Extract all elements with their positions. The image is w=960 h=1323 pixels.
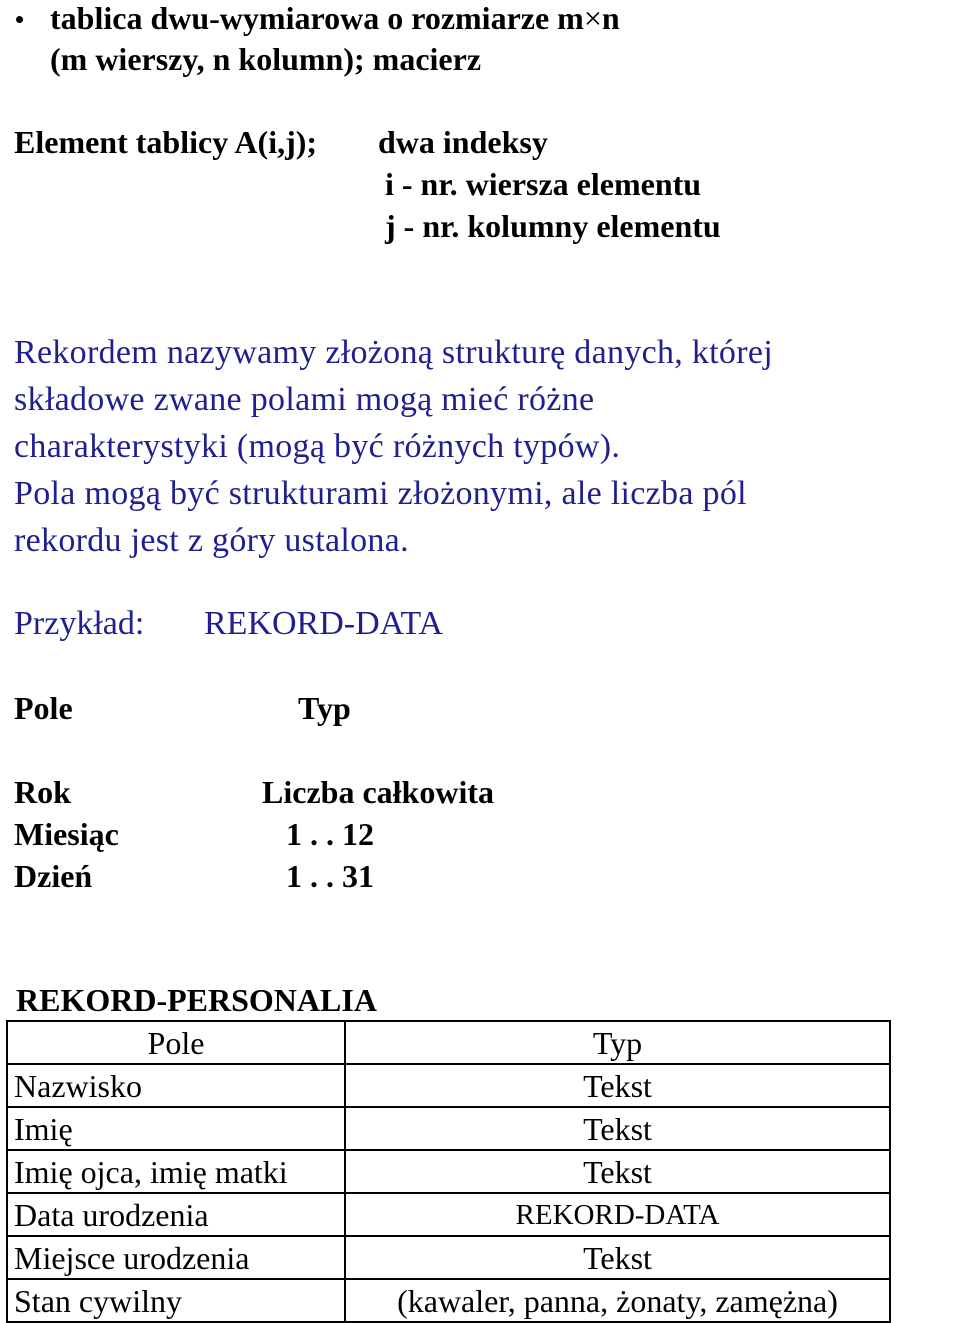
example-row-type: 1 . . 31 [286, 858, 374, 894]
element-line: Element tablicy A(i,j); [14, 124, 318, 160]
index-i-line: i - nr. wiersza elementu [385, 166, 702, 202]
bullet-line-1-text: tablica dwu-wymiarowa o rozmiarze m [50, 0, 584, 36]
personalia-title: REKORD-PERSONALIA [16, 982, 377, 1018]
element-right: dwa indeksy [378, 124, 548, 160]
table-cell-field: Imię ojca, imię matki [7, 1150, 345, 1193]
bullet-icon [16, 16, 23, 23]
record-def-line-1-rest: nazywamy złożoną strukturę danych, której [166, 334, 773, 371]
table-cell-type: REKORD-DATA [345, 1193, 890, 1236]
table-row [7, 1107, 890, 1150]
table-cell-type: Tekst [345, 1107, 890, 1150]
example-label: Przykład: [14, 605, 145, 642]
table-cell-field: Imię [7, 1107, 345, 1150]
table-cell-field: Stan cywilny [7, 1279, 345, 1322]
example-row-type: Liczba całkowita [262, 774, 494, 810]
example-row-field: Miesiąc [14, 816, 119, 852]
table-header-type: Typ [345, 1021, 890, 1064]
table-cell-type: Tekst [345, 1236, 890, 1279]
table-cell-type: Tekst [345, 1150, 890, 1193]
bullet-line-1 [50, 2, 620, 34]
table-header-field: Pole [7, 1021, 345, 1064]
personalia-table [6, 1020, 891, 1323]
record-def-line-1 [14, 336, 773, 370]
times-glyph: × [583, 0, 602, 36]
example-row-type: 1 . . 12 [286, 816, 374, 852]
record-def-line-4: Pola mogą być strukturami złożonymi, ale liczba pól [14, 475, 747, 512]
index-j-line: j - nr. kolumny elementu [385, 208, 721, 244]
table-cell-field: Nazwisko [7, 1064, 345, 1107]
record-def-line-5: rekordu jest z góry ustalona. [14, 522, 409, 559]
table-row [7, 1064, 890, 1107]
table-row [7, 1150, 890, 1193]
example-header-type: Typ [298, 690, 351, 726]
bullet-line-1-end: n [601, 0, 620, 36]
example-row-field: Rok [14, 774, 71, 810]
table-row [7, 1193, 890, 1236]
table-cell-field: Data urodzenia [7, 1193, 345, 1236]
record-def-line-2: składowe zwane polami mogą mieć różne [14, 381, 595, 418]
example-row-field: Dzień [14, 858, 93, 894]
table-cell-type: Tekst [345, 1064, 890, 1107]
table-header-row [7, 1021, 890, 1064]
record-keyword: Rekordem [14, 334, 159, 371]
example-header-field: Pole [14, 690, 73, 726]
table-row [7, 1279, 890, 1322]
table-cell-type: (kawaler, panna, żonaty, zamężna) [345, 1279, 890, 1322]
table-cell-field: Miejsce urodzenia [7, 1236, 345, 1279]
bullet-line-2: (m wierszy, n kolumn); macierz [50, 41, 482, 77]
table-row [7, 1236, 890, 1279]
example-record-name: REKORD-DATA [204, 605, 444, 642]
record-def-line-3: charakterystyki (mogą być różnych typów). [14, 428, 621, 465]
